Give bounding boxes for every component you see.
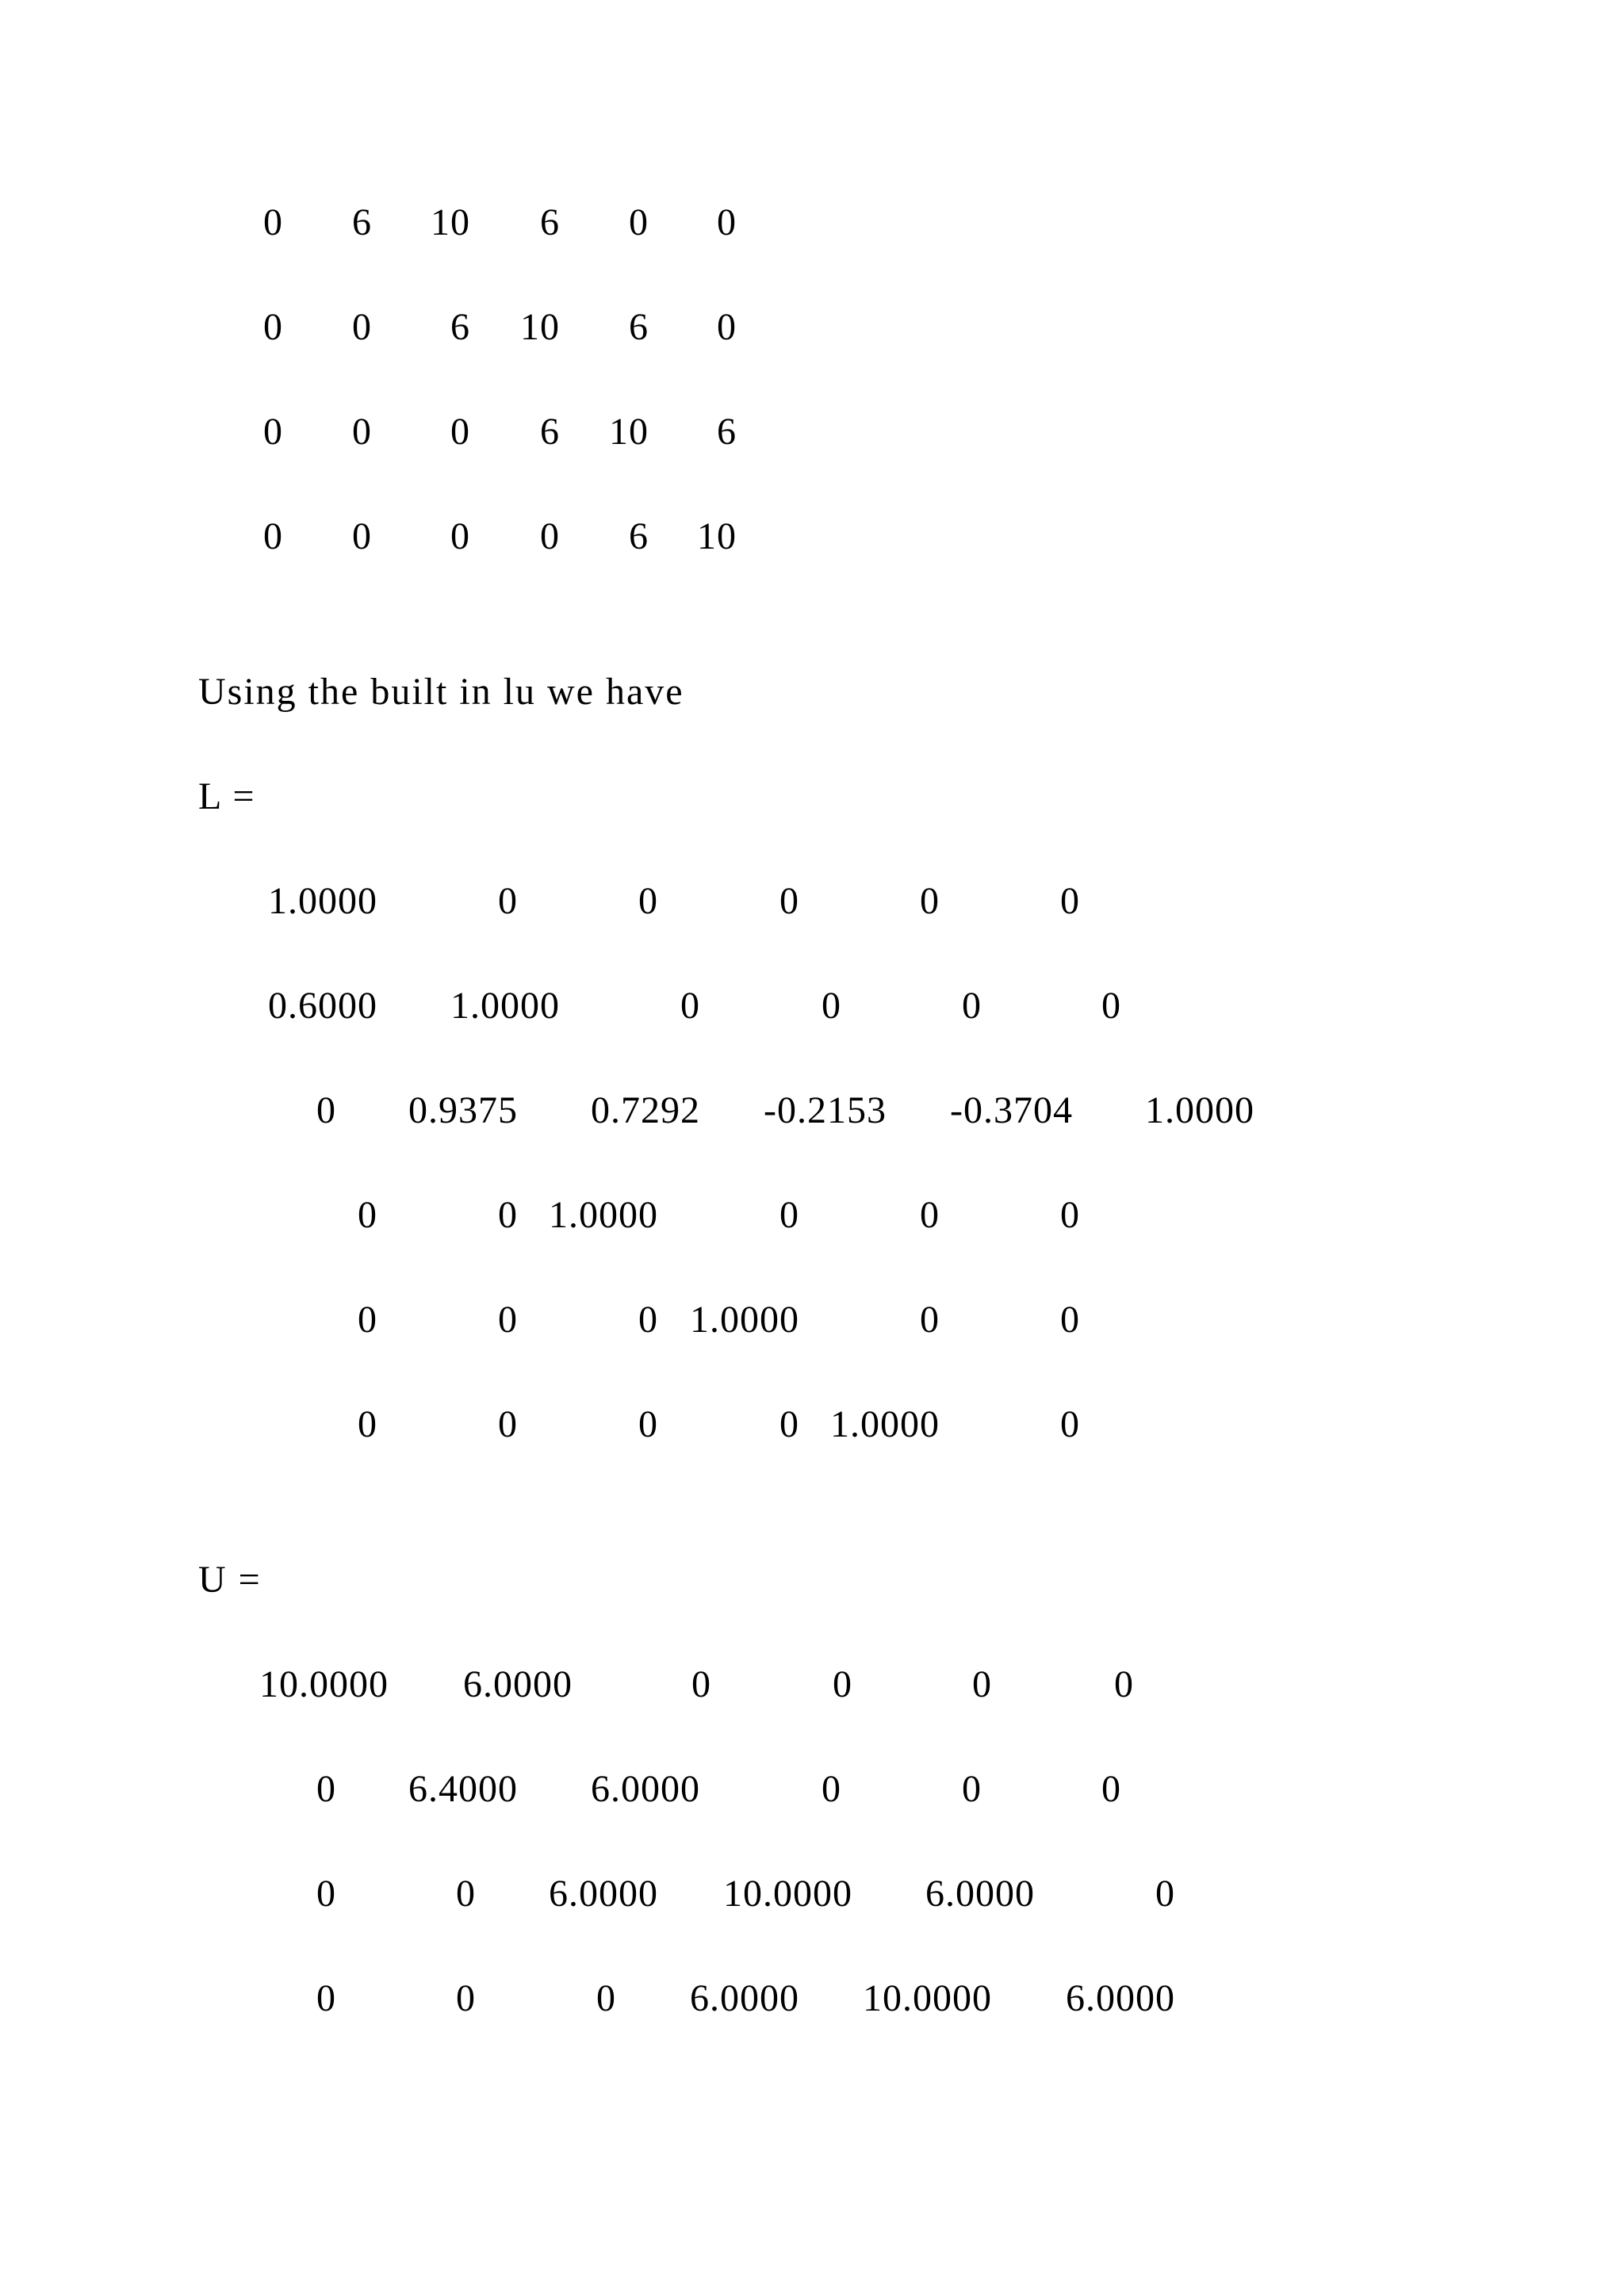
matrix-a-cell: 6 (629, 306, 649, 348)
l-matrix-cell: 0 (962, 985, 982, 1027)
l-matrix-cell: 0 (316, 1089, 336, 1131)
l-matrix-cell: 0.6000 (268, 985, 377, 1027)
u-matrix-cell: 0 (972, 1663, 992, 1705)
u-matrix-cell: 0 (456, 1977, 476, 2019)
l-matrix-cell: 0 (358, 1299, 377, 1341)
l-matrix-cell: 0 (358, 1194, 377, 1236)
u-matrix-cell: 0 (596, 1977, 616, 2019)
u-matrix-cell: 0 (691, 1663, 711, 1705)
matrix-a-cell: 10 (520, 306, 560, 348)
matrix-a-cell: 6 (629, 515, 649, 557)
u-matrix-cell: 10.0000 (863, 1977, 992, 2019)
l-matrix-cell: 0 (358, 1403, 377, 1445)
u-matrix-cell: 6.0000 (549, 1873, 658, 1915)
l-matrix-cell: 0.7292 (591, 1089, 700, 1131)
u-matrix-cell: 0 (1101, 1768, 1121, 1810)
u-matrix-cell: 6.0000 (690, 1977, 799, 2019)
u-matrix-cell: 6.0000 (463, 1663, 573, 1705)
u-matrix-cell: 0 (456, 1873, 476, 1915)
matrix-a-cell: 0 (263, 201, 283, 243)
l-matrix-cell: 0 (680, 985, 700, 1027)
l-matrix-cell: 1.0000 (830, 1403, 940, 1445)
l-matrix-cell: 0 (638, 1299, 658, 1341)
l-matrix-cell: 0 (498, 1194, 518, 1236)
l-matrix-cell: 0 (498, 1403, 518, 1445)
l-matrix-cell: 0 (498, 1299, 518, 1341)
l-matrix-cell: 1.0000 (268, 880, 377, 922)
u-matrix-cell: 10.0000 (259, 1663, 389, 1705)
matrix-a-cell: 0 (540, 515, 560, 557)
l-matrix-cell: 0.9375 (408, 1089, 518, 1131)
matrix-a-cell: 0 (717, 306, 737, 348)
matrix-a-cell: 10 (431, 201, 470, 243)
u-matrix-cell: 0 (1155, 1873, 1175, 1915)
matrix-a-cell: 0 (263, 515, 283, 557)
matrix-a-cell: 0 (352, 411, 372, 453)
l-matrix-cell: 0 (638, 880, 658, 922)
u-matrix-cell: 10.0000 (723, 1873, 852, 1915)
matrix-a-cell: 0 (263, 306, 283, 348)
matrix-a-cell: 0 (629, 201, 649, 243)
l-matrix-cell: 1.0000 (549, 1194, 658, 1236)
l-matrix-cell: 1.0000 (1145, 1089, 1254, 1131)
u-matrix-cell: 0 (833, 1663, 852, 1705)
u-matrix-cell: 0 (316, 1873, 336, 1915)
matrix-a-cell: 0 (450, 515, 470, 557)
u-matrix-label: U = (198, 1559, 262, 1601)
matrix-a-cell: 6 (540, 201, 560, 243)
u-matrix-cell: 6.4000 (408, 1768, 518, 1810)
matrix-a-cell: 6 (540, 411, 560, 453)
u-matrix-cell: 0 (316, 1977, 336, 2019)
l-matrix-cell: 0 (1060, 880, 1080, 922)
u-matrix-cell: 0 (962, 1768, 982, 1810)
l-matrix-cell: 0 (779, 1403, 799, 1445)
matrix-a-cell: 0 (352, 515, 372, 557)
l-matrix-cell: 0 (1060, 1403, 1080, 1445)
matrix-a-cell: 0 (352, 306, 372, 348)
l-matrix-cell: 0 (920, 880, 940, 922)
l-matrix-label: L = (198, 775, 256, 817)
l-matrix-cell: 0 (638, 1403, 658, 1445)
matrix-a-cell: 10 (697, 515, 737, 557)
l-matrix-cell: 0 (822, 985, 841, 1027)
matrix-a-cell: 6 (352, 201, 372, 243)
u-matrix-cell: 6.0000 (1066, 1977, 1175, 2019)
l-matrix-cell: 1.0000 (690, 1299, 799, 1341)
matrix-a-cell: 6 (717, 411, 737, 453)
matrix-a-cell: 10 (609, 411, 649, 453)
l-matrix-cell: -0.2153 (764, 1089, 887, 1131)
matrix-a-cell: 0 (263, 411, 283, 453)
l-matrix-cell: 0 (779, 1194, 799, 1236)
l-matrix-cell: 1.0000 (450, 985, 560, 1027)
l-matrix-cell: 0 (498, 880, 518, 922)
l-matrix-cell: 0 (1060, 1194, 1080, 1236)
u-matrix-cell: 0 (316, 1768, 336, 1810)
u-matrix-cell: 0 (1114, 1663, 1134, 1705)
matrix-a-cell: 0 (450, 411, 470, 453)
matrix-a-cell: 0 (717, 201, 737, 243)
u-matrix-cell: 6.0000 (591, 1768, 700, 1810)
u-matrix-cell: 0 (822, 1768, 841, 1810)
matrix-a-cell: 6 (450, 306, 470, 348)
intro-text: Using the built in lu we have (198, 671, 684, 713)
l-matrix-cell: 0 (920, 1194, 940, 1236)
l-matrix-cell: 0 (920, 1299, 940, 1341)
l-matrix-cell: 0 (1060, 1299, 1080, 1341)
l-matrix-cell: 0 (779, 880, 799, 922)
l-matrix-cell: 0 (1101, 985, 1121, 1027)
l-matrix-cell: -0.3704 (950, 1089, 1073, 1131)
u-matrix-cell: 6.0000 (925, 1873, 1035, 1915)
